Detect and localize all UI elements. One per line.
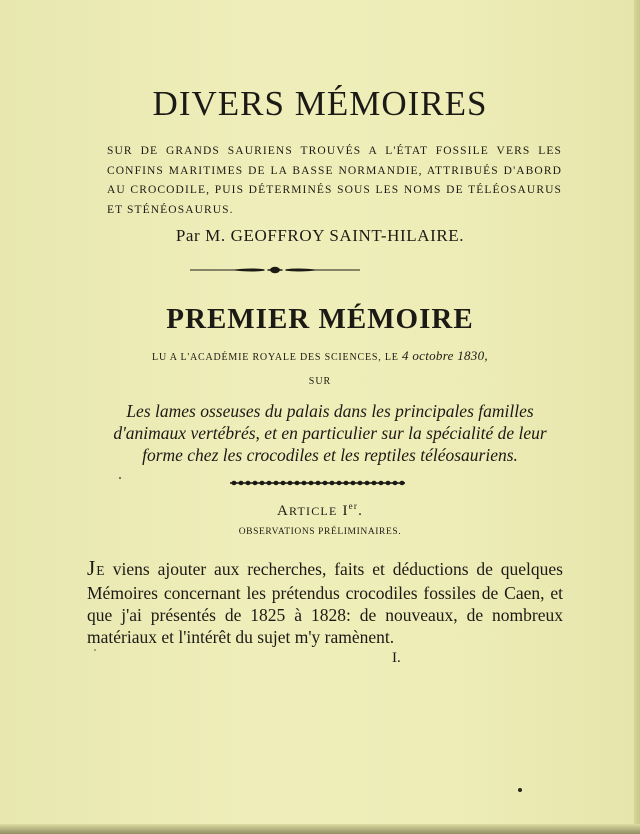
paragraph-text: viens ajouter aux recherches, faits et déductions de quelques Mémoires concernant les prétendus crocodiles fossiles de Caen, et que j'ai présentés de 1825 à 1828: de nouveaux, de nombreux matériaux et l'intérêt du sujet m'y ramènent. [87, 559, 563, 647]
author-name: M. GEOFFROY SAINT-HILAIRE. [205, 226, 465, 245]
second-title: PREMIER MÉMOIRE [166, 303, 474, 335]
section-heading: OBSERVATIONS PRÉLIMINAIRES. [238, 527, 402, 537]
article-period: . [358, 503, 364, 519]
article-superscript: er [348, 501, 359, 511]
article-roman: I [342, 503, 349, 519]
article-first-letter: A [276, 503, 290, 519]
read-date: 4 octobre 1830, [401, 348, 488, 363]
drop-cap: J [87, 556, 97, 580]
page-bottom-edge [0, 824, 640, 834]
small-cap: E [96, 563, 105, 578]
subtitle: SUR DE GRANDS SAURIENS TROUVÉS A L'ÉTAT FOSSILE VERS LES CONFINS MARITIMES DE LA BASSE NORMANDIE, ATTRIBUÉS D'ABORD AU CROCODILE, PUIS DÉTERMINÉS SOUS LES NOMS DE TÉLÉOSAURUS ET STÉNÉOSAURUS. [107, 145, 562, 216]
signature-mark: I. [392, 650, 401, 666]
author-par: Par [175, 226, 201, 245]
page-edge [634, 0, 640, 834]
article-word: RTICLE [289, 504, 338, 518]
italic-title: Les lames osseuses du palais dans les principales familles d'animaux vertébrés, et en particulier sur la spécialité de leur forme chez les crocodiles et les reptiles téléosauriens. [113, 401, 547, 465]
read-text: LU A L'ACADÉMIE ROYALE DES SCIENCES, LE [152, 352, 399, 363]
sur-word: SUR [308, 376, 332, 387]
main-title: DIVERS MÉMOIRES [152, 84, 488, 123]
